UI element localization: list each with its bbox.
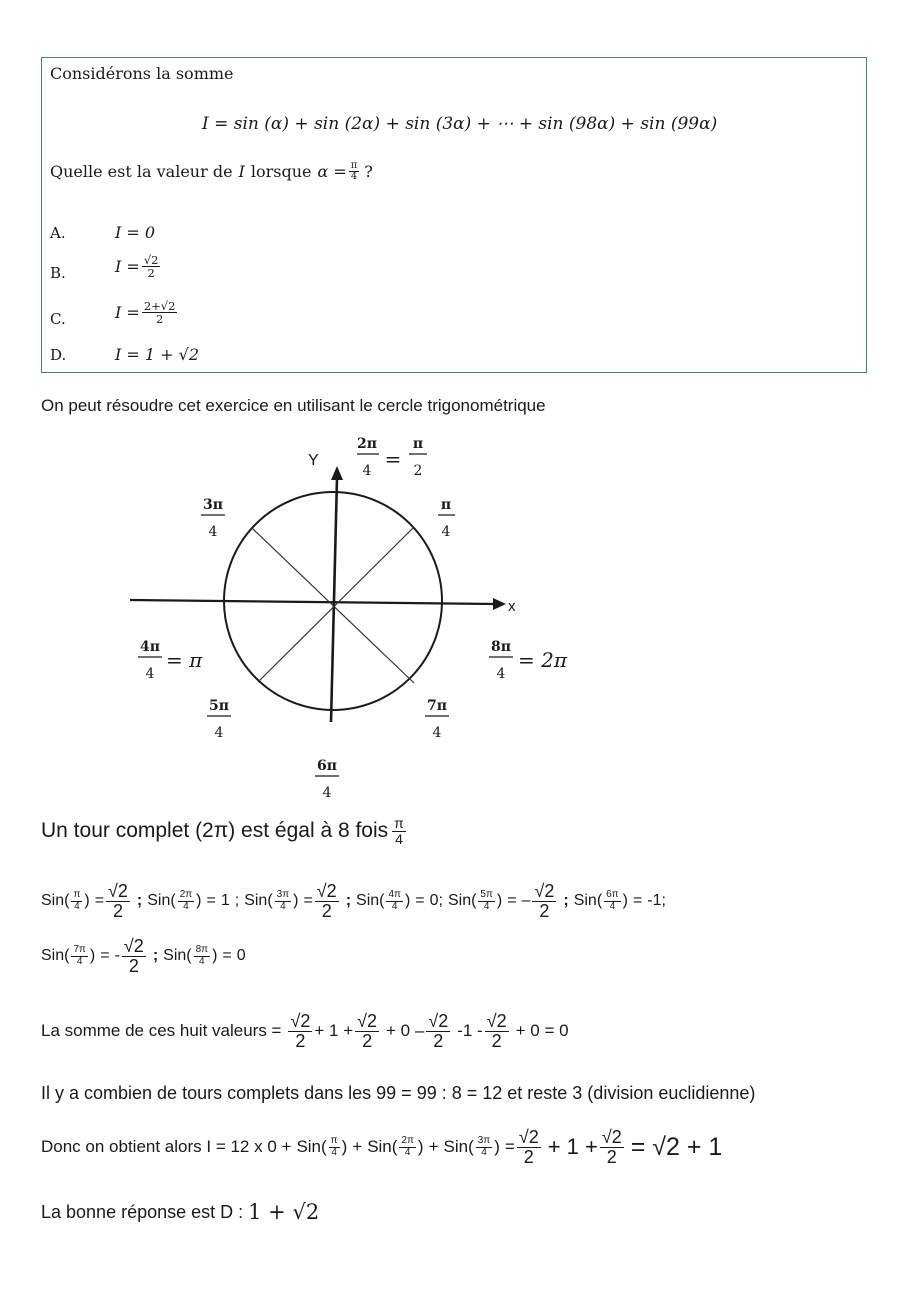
value: 0 [429,892,439,910]
frac-den: 2 [523,1146,534,1167]
y-axis-arrow-icon [331,466,343,480]
close-paren: ) [89,947,96,965]
tours-text: Il y a combien de tours complets dans les 99 = 99 : 8 = 12 et reste 3 (division euclidienne) [41,1083,756,1103]
separator: ; [563,892,569,910]
intro-line: On peut résoudre cet exercice en utilisant le cercle trigonométrique [41,396,546,415]
angle-fraction [275,890,291,912]
angle-fraction [178,890,194,912]
frac-den: 4 [280,900,286,912]
sin-values-line-1 [41,882,666,921]
option-a-expr: I = 0 [115,223,156,242]
frac-num: 2π [179,889,193,901]
frac-den: 4 [331,1146,337,1158]
close-paren: ) [496,892,503,910]
prompt-mid: lorsque [250,162,312,182]
y-axis [331,478,337,722]
angle-fraction [476,1136,492,1158]
frac-den: 2 [362,1030,373,1051]
label-e-den: 4 [496,666,506,682]
sin-label: Sin( [163,947,192,965]
label-ne-num: π [440,497,452,513]
sum-term: + 0 – [386,1021,425,1041]
frac-num: π [350,160,358,171]
option-b-letter: B. [50,264,66,282]
frac-den: 2 [539,900,550,921]
frac-den: 4 [391,900,398,912]
sum-line [41,1012,569,1051]
label-sw-num: 5π [209,698,229,714]
option-a-letter: A. [50,224,66,242]
close-paren: ) [404,892,411,910]
option-c-expr [115,300,179,325]
sin-label: Sin( [147,892,176,910]
frac-num: √2 [428,1011,449,1031]
frac-den: 2 [112,900,123,921]
equals: = [206,892,216,910]
equals: = [222,947,232,965]
label-nw-den: 4 [208,524,218,540]
frac-num: 3π [276,889,290,901]
donc-text: Donc on obtient alors I = 12 x 0 + [41,1137,292,1157]
option-c-letter: C. [50,310,66,328]
frac-den: 4 [483,900,490,912]
sum-term: + 0 = 0 [515,1021,569,1041]
close-paren: ) [417,1137,424,1157]
label-top-eq: = [384,447,402,471]
answer-line [41,1200,319,1224]
frac-num: π [330,1135,338,1147]
frac-num: √2 [123,936,144,956]
frac-num: √2 [316,881,337,901]
angle-fraction [604,890,620,912]
equals: = [415,892,425,910]
value-fraction [288,1012,312,1051]
value: -1 [647,892,662,910]
equals: = [100,947,110,965]
sin-label: Sin( [41,947,70,965]
separator: ; [438,892,443,910]
answer-expr: 1 + √2 [248,1200,320,1224]
frac-num: √2 [601,1127,622,1147]
label-s-den: 4 [322,785,332,801]
label-sw-den: 4 [214,725,224,741]
frac-num: √2 [518,1127,539,1147]
frac-num: 2+√2 [143,299,176,313]
option-c-fraction [142,300,178,325]
sin-label: Sin( [443,1137,474,1157]
sin-values-line-2 [41,937,246,976]
option-d-letter: D. [50,346,67,364]
question-box [41,57,867,373]
close-paren: ) [196,892,202,910]
x-axis [130,600,495,604]
label-e-eq: = 2π [518,648,567,672]
frac-num: √2 [486,1011,507,1031]
tour-text: Un tour complet (2π) est égal à 8 fois [41,819,389,843]
question-prompt [50,161,373,183]
close-paren: ) [341,1137,348,1157]
answer-text: La bonne réponse est D : [41,1201,244,1222]
frac-num: √2 [357,1011,378,1031]
sin-label: Sin( [41,892,70,910]
prompt-before: Quelle est la valeur de [50,162,233,182]
frac-num: π [394,815,404,831]
sum-term: + 1 + [547,1134,598,1160]
frac-den: 4 [395,830,403,847]
value-fraction [517,1128,541,1167]
value-fraction [315,882,339,921]
x-axis-arrow-icon [493,598,506,610]
label-top-num: 2π [357,436,377,452]
frac-den: 4 [404,1146,411,1158]
label-e-num: 8π [491,639,511,655]
frac-den: 2 [606,1146,617,1167]
close-paren: ) [293,892,299,910]
frac-num: π [73,889,81,901]
sum-term: -1 - [457,1021,483,1041]
plus: + [428,1137,439,1157]
frac-num: 4π [388,889,401,901]
value: 0 [236,947,246,965]
donc-line [41,1128,722,1167]
option-d-expr: I = 1 + √2 [115,345,200,364]
label-nw-num: 3π [203,497,223,513]
frac-num: 2π [401,1135,414,1147]
label-w-eq: = π [166,648,203,672]
label-s-num: 6π [317,758,337,774]
equals: = [303,892,313,910]
separator: ; [234,892,240,910]
frac-den: 4 [74,900,80,912]
frac-den: 2 [295,1030,306,1051]
frac-den: 2 [321,900,332,921]
frac-den: 2 [155,312,164,327]
equals: = [504,1137,515,1157]
frac-num: 7π [73,944,86,956]
sum-text: La somme de ces huit valeurs = [41,1021,282,1041]
plus: + [352,1137,363,1157]
option-b-expr [115,254,162,279]
angle-fraction [71,945,87,967]
angle-fraction [386,890,402,912]
tour-fraction [392,816,406,846]
value-fraction [106,882,130,921]
separator: ; [661,892,666,910]
frac-num: √2 [108,881,128,901]
trig-circle-diagram [0,420,904,810]
frac-den: 4 [609,900,616,912]
minus-sign: - [114,947,120,965]
label-top-den: 4 [362,463,372,479]
frac-den: 4 [76,955,83,967]
sin-label: Sin( [367,1137,398,1157]
sin-label: Sin( [244,892,273,910]
value-fraction [122,937,146,976]
frac-den: 2 [433,1030,444,1051]
frac-num: √2 [143,253,159,267]
equals: = [632,892,643,910]
equals: = [507,892,517,910]
frac-num: 8π [195,944,209,956]
option-c-prefix: I = [115,303,140,323]
prompt-fraction [349,161,360,183]
label-se-num: 7π [427,698,447,714]
angle-fraction [194,945,210,967]
separator: ; [136,892,143,910]
angle-fraction [399,1136,415,1158]
frac-num: √2 [534,881,555,901]
close-paren: ) [212,947,218,965]
final-result: = √2 + 1 [630,1132,723,1161]
angle-fraction [71,890,82,912]
prompt-alpha: α = [317,162,347,182]
prompt-end: ? [364,162,373,182]
sin-label: Sin( [296,1137,327,1157]
frac-den: 4 [183,900,189,912]
angle-fraction [329,1136,340,1158]
value-fraction [355,1012,379,1051]
option-b-prefix: I = [115,257,140,277]
close-paren: ) [622,892,628,910]
tours-line [41,1083,755,1104]
close-paren: ) [84,892,90,910]
label-w-num: 4π [140,639,160,655]
x-axis-label: x [508,598,516,615]
frac-den: 2 [128,955,139,976]
option-b-fraction [142,254,161,279]
frac-den: 2 [491,1030,502,1051]
sin-label: Sin( [447,892,477,910]
label-top-2: 2 [413,463,423,479]
frac-den: 2 [147,266,155,281]
sum-term: + 1 + [314,1021,354,1041]
prompt-var: I [238,162,245,182]
label-ne-den: 4 [441,524,451,540]
separator: ; [152,947,159,965]
frac-num: 3π [477,1135,491,1147]
frac-den: 4 [199,955,205,967]
angle-fraction [478,890,494,912]
frac-num: 6π [606,889,619,901]
sin-label: Sin( [356,892,385,910]
frac-num: 5π [480,889,493,901]
value-fraction [426,1012,450,1051]
value-fraction [485,1012,509,1051]
label-se-den: 4 [432,725,442,741]
minus-sign: – [521,892,531,910]
sum-formula: I = sin (α) + sin (2α) + sin (3α) + ⋯ + sin (98α) + sin (99α) [202,114,718,134]
close-paren: ) [494,1137,500,1157]
y-axis-label: Y [308,452,319,469]
label-top-pi: π [412,436,424,452]
value: 1 [220,892,230,910]
sin-label: Sin( [573,892,603,910]
equals: = [94,892,105,910]
value-fraction [600,1128,624,1167]
frac-den: 4 [350,171,358,183]
value-fraction [532,882,556,921]
separator: ; [345,892,352,910]
question-intro: Considérons la somme [50,64,234,83]
frac-den: 4 [481,1146,487,1158]
label-w-den: 4 [145,666,155,682]
frac-num: √2 [290,1011,311,1031]
tour-line [41,816,408,846]
